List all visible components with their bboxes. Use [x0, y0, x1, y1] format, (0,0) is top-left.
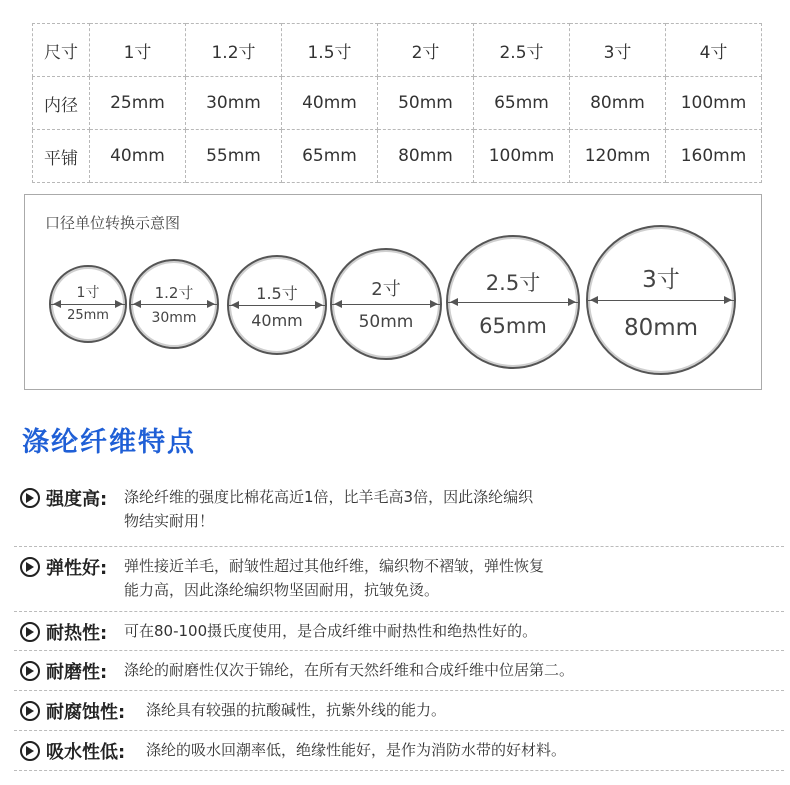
- table-row: [33, 77, 762, 130]
- table-cell: 1.5寸: [282, 24, 378, 77]
- feature-label: 耐热性:: [46, 623, 108, 644]
- table-cell: 40mm: [90, 130, 186, 183]
- diameter-line: [229, 305, 325, 306]
- table-cell: 2.5寸: [474, 24, 570, 77]
- divider: [14, 650, 784, 651]
- table-cell: 80mm: [570, 77, 666, 130]
- circle-inch-label: 1寸: [76, 285, 100, 301]
- circle-inch-label: 3寸: [642, 267, 680, 293]
- circle-mm-label: 50mm: [358, 312, 414, 332]
- table-cell: 100mm: [474, 130, 570, 183]
- feature-text-line: 涤纶纤维的强度比棉花高近1倍，比羊毛高3倍，因此涤纶编织: [124, 488, 534, 506]
- size-table: [32, 23, 762, 183]
- cropped-heading: [30, 0, 470, 6]
- table-row: [33, 130, 762, 183]
- play-circle-icon: [20, 557, 40, 577]
- row-header: 尺寸: [33, 24, 90, 77]
- table-cell: 25mm: [90, 77, 186, 130]
- table-cell: 100mm: [666, 77, 762, 130]
- arrow-right-icon: [430, 300, 438, 308]
- circle-inch-label: 2.5寸: [485, 271, 541, 295]
- size-circle: [227, 255, 327, 355]
- table-cell: 1寸: [90, 24, 186, 77]
- size-circle: [446, 235, 580, 369]
- feature-item: [20, 622, 780, 648]
- divider: [14, 690, 784, 691]
- play-circle-icon: [20, 488, 40, 508]
- table-cell: 40mm: [282, 77, 378, 130]
- arrow-left-icon: [450, 298, 458, 306]
- feature-text-line: 涤纶的吸水回潮率低，绝缘性能好，是作为消防水带的好材料。: [146, 741, 567, 759]
- table-cell: 50mm: [378, 77, 474, 130]
- divider: [14, 611, 784, 612]
- size-circle: [586, 225, 736, 375]
- feature-text-line: 可在80-100摄氏度使用，是合成纤维中耐热性和绝热性好的。: [124, 622, 538, 640]
- feature-item: [20, 741, 780, 767]
- circle-inch-label: 1.2寸: [154, 284, 194, 302]
- diameter-line: [332, 304, 440, 305]
- feature-label: 耐腐蚀性:: [46, 702, 126, 723]
- circle-inch-label: 1.5寸: [256, 284, 298, 303]
- feature-item: [20, 701, 780, 727]
- size-circle: [330, 248, 442, 360]
- table-cell: 65mm: [282, 130, 378, 183]
- divider: [14, 730, 784, 731]
- size-circle: [129, 259, 219, 349]
- arrow-right-icon: [724, 296, 732, 304]
- size-circle: [49, 265, 127, 343]
- section-title: 涤纶纤维特点: [22, 427, 196, 458]
- play-circle-icon: [20, 622, 40, 642]
- diagram-title: 口径单位转换示意图: [45, 214, 181, 232]
- divider: [14, 770, 784, 771]
- circle-mm-label: 65mm: [479, 314, 547, 338]
- feature-item: [20, 661, 780, 687]
- table-cell: 55mm: [186, 130, 282, 183]
- circle-inch-label: 2寸: [371, 279, 401, 300]
- table-cell: 2寸: [378, 24, 474, 77]
- table-cell: 120mm: [570, 130, 666, 183]
- feature-text-line: 弹性接近羊毛，耐皱性超过其他纤维，编织物不褶皱，弹性恢复: [124, 557, 545, 575]
- feature-item: [20, 557, 780, 605]
- diameter-line: [51, 304, 125, 305]
- diameter-line: [448, 302, 578, 303]
- feature-label: 耐磨性:: [46, 662, 108, 683]
- divider: [14, 546, 784, 547]
- table-cell: 1.2寸: [186, 24, 282, 77]
- feature-text-line: 涤纶具有较强的抗酸碱性，抗紫外线的能力。: [146, 701, 447, 719]
- circle-mm-label: 40mm: [251, 311, 303, 330]
- circle-mm-label: 80mm: [623, 315, 699, 341]
- circle-mm-label: 30mm: [151, 310, 197, 326]
- feature-text-line: 物结实耐用！: [124, 512, 215, 530]
- arrow-left-icon: [590, 296, 598, 304]
- arrow-right-icon: [568, 298, 576, 306]
- caliber-diagram: [24, 194, 762, 390]
- feature-text-line: 能力高，因此涤纶编织物坚固耐用，抗皱免烫。: [124, 581, 440, 599]
- table-cell: 3寸: [570, 24, 666, 77]
- table-cell: 4寸: [666, 24, 762, 77]
- play-circle-icon: [20, 661, 40, 681]
- feature-item: [20, 488, 780, 536]
- feature-label: 吸水性低:: [46, 742, 126, 763]
- feature-text-line: 涤纶的耐磨性仅次于锦纶，在所有天然纤维和合成纤维中位居第二。: [124, 661, 575, 679]
- circle-mm-label: 25mm: [67, 308, 109, 323]
- diameter-line: [131, 304, 217, 305]
- table-cell: 160mm: [666, 130, 762, 183]
- play-circle-icon: [20, 701, 40, 721]
- table-row: [33, 24, 762, 77]
- diameter-line: [588, 300, 734, 301]
- table-cell: 80mm: [378, 130, 474, 183]
- row-header: 平铺: [33, 130, 90, 183]
- row-header: 内径: [33, 77, 90, 130]
- feature-label: 弹性好:: [46, 558, 108, 579]
- table-cell: 65mm: [474, 77, 570, 130]
- play-circle-icon: [20, 741, 40, 761]
- arrow-left-icon: [334, 300, 342, 308]
- feature-label: 强度高:: [46, 489, 108, 510]
- table-cell: 30mm: [186, 77, 282, 130]
